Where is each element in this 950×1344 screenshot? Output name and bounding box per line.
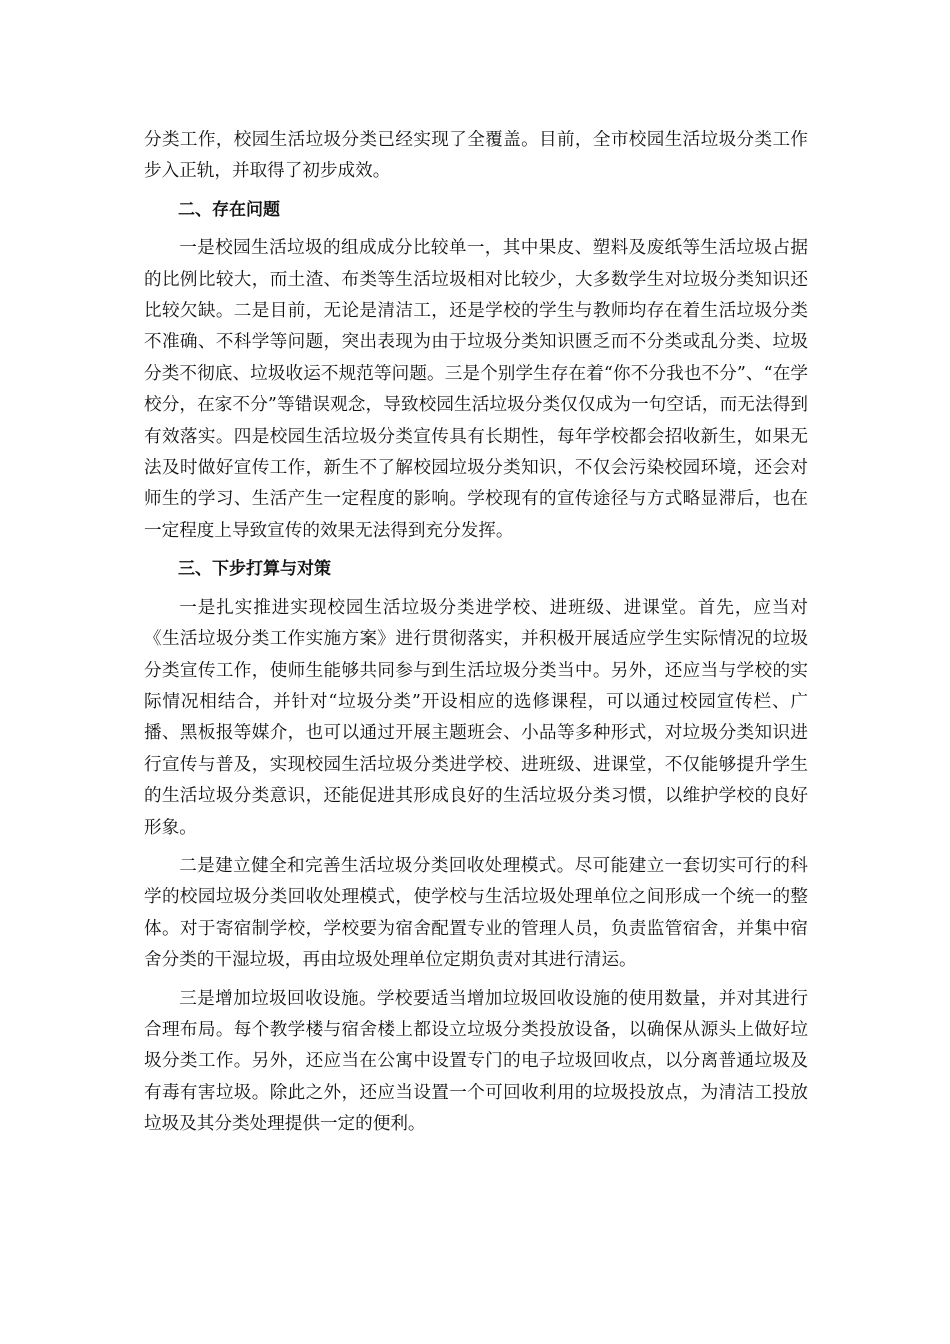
plans-paragraph-2: 二是建立健全和完善生活垃圾分类回收处理模式。尽可能建立一套切实可行的科学的校园垃圾分类回收处理模式，使学校与生活垃圾处理单位之间形成一个统一的整体。对于寄宿制学校，学校要为宿舍配置专业的管理人员，负责监管宿舍，并集中宿舍分类的干湿垃圾，再由垃圾处理单位定期负责对其进行清运。 (144, 855, 808, 971)
document-page (144, 125, 808, 1141)
section-heading-problems: 二、存在问题 (178, 199, 280, 220)
plans-paragraph-3: 三是增加垃圾回收设施。学校要适当增加垃圾回收设施的使用数量，并对其进行合理布局。每个教学楼与宿舍楼上都设立垃圾分类投放设备，以确保从源头上做好垃圾分类工作。另外，还应当在公寓中设置专门的电子垃圾回收点，以分离普通垃圾及有毒有害垃圾。除此之外，还应当设置一个可回收利用的垃圾投放点，为清洁工投放垃圾及其分类处理提供一定的便利。 (144, 988, 808, 1135)
plans-paragraph-1: 一是扎实推进实现校园生活垃圾分类进学校、进班级、进课堂。首先，应当对《生活垃圾分类工作实施方案》进行贯彻落实，并积极开展适应学生实际情况的垃圾分类宣传工作，使师生能够共同参与到生活垃圾分类当中。另外，还应当与学校的实际情况相结合，并针对“垃圾分类”开设相应的选修课程，可以通过校园宣传栏、广播、黑板报等媒介，也可以通过开展主题班会、小品等多种形式，对垃圾分类知识进行宣传与普及，实现校园生活垃圾分类进学校、进班级、进课堂，不仅能够提升学生的生活垃圾分类意识，还能促进其形成良好的生活垃圾分类习惯，以维护学校的良好形象。 (144, 597, 808, 838)
problems-paragraph: 一是校园生活垃圾的组成成分比较单一，其中果皮、塑料及废纸等生活垃圾占据的比例比较大，而土渣、布类等生活垃圾相对比较少，大多数学生对垃圾分类知识还比较欠缺。二是目前，无论是清洁工，还是学校的学生与教师均存在着生活垃圾分类不准确、不科学等问题，突出表现为由于垃圾分类知识匮乏而不分类或乱分类、垃圾分类不彻底、垃圾收运不规范等问题。三是个别学生存在着“你不分我也不分”、“在学校分，在家不分”等错误观念，导致校园生活垃圾分类仅仅成为一句空话，而无法得到有效落实。四是校园生活垃圾分类宣传具有长期性，每年学校都会招收新生，如果无法及时做好宣传工作，新生不了解校园垃圾分类知识，不仅会污染校园环境，还会对师生的学习、生活产生一定程度的影响。学校现有的宣传途径与方式略显滞后，也在一定程度上导致宣传的效果无法得到充分发挥。 (144, 238, 808, 541)
section-heading-plans: 三、下步打算与对策 (178, 559, 331, 580)
intro-continuation-paragraph: 分类工作，校园生活垃圾分类已经实现了全覆盖。目前，全市校园生活垃圾分类工作步入正轨，并取得了初步成效。 (144, 130, 808, 182)
